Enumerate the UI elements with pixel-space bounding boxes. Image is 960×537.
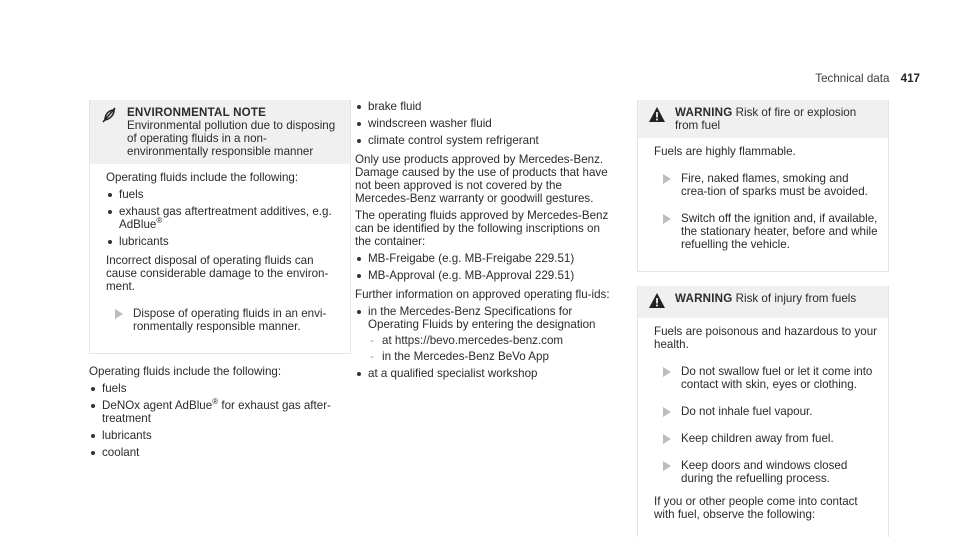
step-text: Switch off the ignition and, if available, the stationary heater, before and while refuelling the vehicle. [681, 212, 878, 251]
environmental-note-header [90, 100, 350, 164]
leaf-crossed-icon [100, 106, 118, 124]
fire-warning-label: WARNING [675, 106, 733, 119]
fire-warning-heading: Risk of fire or explosion from fuel [675, 106, 857, 132]
fire-warning-header [638, 100, 888, 138]
inscriptions-list [355, 252, 617, 282]
approval-paragraph: Only use products approved by Mercedes-Benz. Damage caused by the use of products that have not been approved is not covered by the Mercedes-Benz warranty or goodwill gestures. [355, 153, 608, 205]
injury-warning-text: Fuels are poisonous and hazardous to your health. [654, 325, 877, 351]
list-item-text: exhaust gas aftertreatment additives, e.g. AdBlue [119, 205, 332, 231]
fire-warning-text: Fuels are highly flammable. [654, 145, 796, 158]
list-item: coolant [89, 446, 351, 459]
further-info-paragraph: Further information on approved operating flu-ids: [355, 288, 610, 301]
column-middle [355, 100, 617, 386]
list-item: brake fluid [355, 100, 617, 113]
list-item-text: for exhaust gas after-treatment [102, 399, 331, 425]
fire-warning-step [654, 212, 878, 251]
list-item: windscreen washer fluid [355, 117, 617, 130]
dash-mark: - [370, 334, 374, 347]
identification-paragraph: The operating fluids approved by Mercedes-Benz can be identified by the following inscriptions on the container: [355, 209, 609, 248]
injury-warning-step [654, 405, 878, 418]
page-number: 417 [900, 72, 920, 85]
column-right [637, 100, 889, 537]
environmental-note-heading: Environmental pollution due to disposing of operating fluids in a non-environmentally responsible manner [127, 119, 336, 158]
fire-warning-box [637, 100, 889, 272]
bevo-url: at https://bevo.mercedes-benz.com [382, 334, 564, 347]
list-item [89, 399, 351, 425]
sub-list [368, 334, 617, 363]
list-item: fuels [106, 188, 340, 201]
injury-warning-header [638, 286, 888, 318]
injury-warning-step [654, 365, 878, 391]
step-arrow-icon [662, 214, 672, 224]
step-arrow-icon [662, 461, 672, 471]
warning-triangle-icon [648, 292, 666, 310]
list-item-text: DeNOx agent AdBlue [102, 399, 213, 412]
fire-warning-body [638, 138, 888, 271]
injury-warning-heading: Risk of injury from fuels [735, 292, 857, 305]
page-header [815, 72, 920, 85]
step-text: Keep children away from fuel. [681, 432, 834, 445]
step-text: Keep doors and windows closed during the refuelling process. [681, 459, 848, 485]
step-text: Dispose of operating fluids in an envi-ronmentally responsible manner. [133, 307, 327, 333]
list-item: lubricants [106, 235, 340, 248]
list-item: at a qualified specialist workshop [355, 367, 617, 380]
step-arrow-icon [114, 309, 124, 319]
info-sources-list [355, 305, 617, 380]
operating-fluids-intro: Operating fluids include the following: [89, 365, 282, 378]
environmental-note-label: ENVIRONMENTAL NOTE [127, 106, 267, 119]
step-text: Do not swallow fuel or let it come into contact with skin, eyes or clothing. [681, 365, 873, 391]
fire-warning-step [654, 172, 878, 198]
list-item: lubricants [89, 429, 351, 442]
environmental-note-step [106, 307, 340, 333]
list-item: MB-Approval (e.g. MB-Approval 229.51) [355, 269, 617, 282]
sub-list-item [368, 334, 617, 347]
list-item: fuels [89, 382, 351, 395]
injury-warning-label: WARNING [675, 292, 733, 305]
injury-warning-step [654, 459, 878, 485]
injury-warning-step [654, 432, 878, 445]
fluids-list-continued [355, 100, 617, 147]
dash-mark: - [370, 350, 374, 363]
step-text: Do not inhale fuel vapour. [681, 405, 813, 418]
list-item: MB-Freigabe (e.g. MB-Freigabe 229.51) [355, 252, 617, 265]
environmental-note-box [89, 100, 351, 354]
registered-mark: ® [156, 216, 163, 226]
environmental-note-body [90, 164, 350, 353]
sub-list-item [368, 350, 617, 363]
operating-fluids-list [89, 382, 351, 459]
step-arrow-icon [662, 367, 672, 377]
step-arrow-icon [662, 174, 672, 184]
sub-list-item-text: in the Mercedes-Benz BeVo App [382, 350, 549, 363]
column-left [89, 100, 351, 465]
list-item [355, 305, 617, 363]
operating-fluids-section [89, 365, 351, 459]
section-title: Technical data [815, 72, 890, 85]
list-item-text: in the Mercedes-Benz Specifications for Operating Fluids by entering the designation [368, 305, 596, 331]
step-arrow-icon [662, 434, 672, 444]
warning-triangle-icon [648, 106, 666, 124]
step-arrow-icon [662, 407, 672, 417]
injury-warning-box [637, 286, 889, 537]
injury-warning-outro: If you or other people come into contact with fuel, observe the following: [654, 495, 858, 521]
environmental-note-intro: Operating fluids include the following: [106, 171, 299, 184]
list-item: climate control system refrigerant [355, 134, 617, 147]
list-item [106, 205, 340, 231]
injury-warning-body [638, 318, 888, 537]
environmental-fluids-list [106, 188, 340, 248]
environmental-note-warning: Incorrect disposal of operating fluids can cause considerable damage to the environ-ment. [106, 254, 329, 293]
step-text: Fire, naked flames, smoking and crea-tion of sparks must be avoided. [681, 172, 868, 198]
registered-mark: ® [212, 397, 219, 407]
